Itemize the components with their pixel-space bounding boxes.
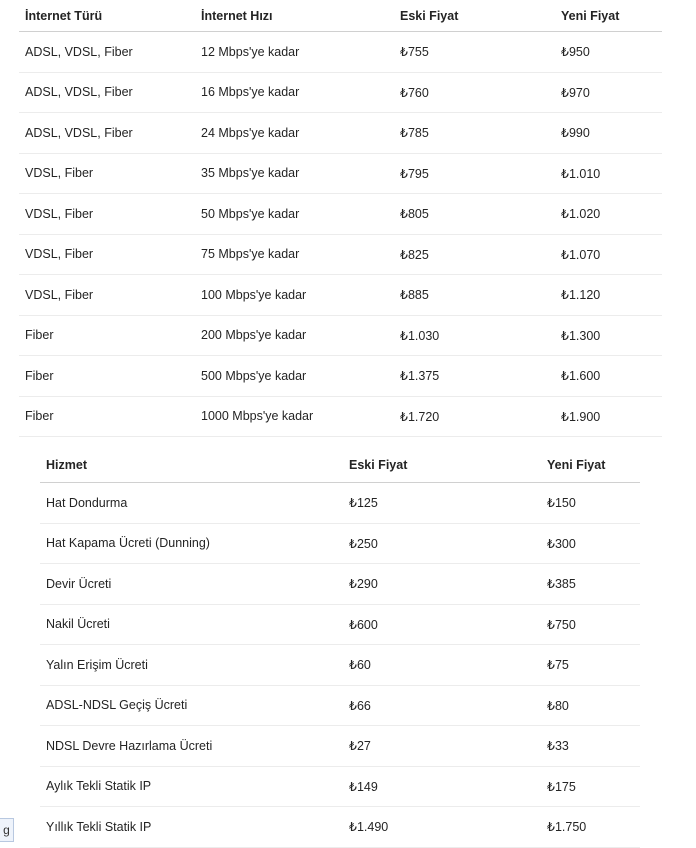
table-row	[40, 564, 640, 605]
header-service: Hizmet	[40, 448, 343, 483]
internet-table-header-row	[19, 0, 662, 32]
cell-service-name: NDSL Devre Hazırlama Ücreti	[40, 726, 343, 767]
cell-service-name: Hat Dondurma	[40, 483, 343, 524]
cell-internet-type: Fiber	[19, 315, 195, 356]
cell-new-price: ₺970	[555, 72, 662, 113]
cell-old-price: ₺825	[394, 234, 555, 275]
cell-new-price: ₺75	[541, 645, 640, 686]
cell-service-name: Hat Kapama Ücreti (Dunning)	[40, 523, 343, 564]
cell-internet-speed: 100 Mbps'ye kadar	[195, 275, 394, 316]
internet-price-table	[19, 0, 662, 437]
cell-old-price: ₺1.375	[394, 356, 555, 397]
cell-old-price: ₺785	[394, 113, 555, 154]
side-tab[interactable]: g	[0, 818, 14, 842]
table-row	[19, 234, 662, 275]
cell-old-price: ₺125	[343, 483, 541, 524]
cell-new-price: ₺990	[555, 113, 662, 154]
cell-internet-type: VDSL, Fiber	[19, 153, 195, 194]
cell-service-name: Nakil Ücreti	[40, 604, 343, 645]
cell-internet-type: Fiber	[19, 356, 195, 397]
cell-old-price: ₺1.030	[394, 315, 555, 356]
cell-old-price: ₺795	[394, 153, 555, 194]
cell-old-price: ₺885	[394, 275, 555, 316]
header-internet-type: İnternet Türü	[19, 0, 195, 32]
cell-old-price: ₺60	[343, 645, 541, 686]
table-row	[40, 766, 640, 807]
cell-old-price: ₺805	[394, 194, 555, 235]
cell-internet-type: VDSL, Fiber	[19, 234, 195, 275]
table-row	[19, 396, 662, 437]
cell-old-price: ₺760	[394, 72, 555, 113]
cell-internet-speed: 35 Mbps'ye kadar	[195, 153, 394, 194]
cell-internet-type: VDSL, Fiber	[19, 194, 195, 235]
cell-new-price: ₺1.010	[555, 153, 662, 194]
cell-internet-speed: 75 Mbps'ye kadar	[195, 234, 394, 275]
cell-new-price: ₺33	[541, 726, 640, 767]
table-row	[19, 356, 662, 397]
cell-new-price: ₺750	[541, 604, 640, 645]
table-row	[40, 726, 640, 767]
cell-old-price: ₺27	[343, 726, 541, 767]
cell-old-price: ₺1.720	[394, 396, 555, 437]
cell-new-price: ₺175	[541, 766, 640, 807]
cell-new-price: ₺950	[555, 32, 662, 73]
service-price-table	[40, 448, 640, 848]
cell-internet-type: ADSL, VDSL, Fiber	[19, 113, 195, 154]
cell-new-price: ₺1.070	[555, 234, 662, 275]
table-row	[40, 807, 640, 848]
table-row	[40, 685, 640, 726]
cell-new-price: ₺80	[541, 685, 640, 726]
cell-new-price: ₺1.900	[555, 396, 662, 437]
cell-old-price: ₺1.490	[343, 807, 541, 848]
cell-old-price: ₺600	[343, 604, 541, 645]
cell-internet-type: ADSL, VDSL, Fiber	[19, 72, 195, 113]
header-old-price: Eski Fiyat	[394, 0, 555, 32]
cell-new-price: ₺150	[541, 483, 640, 524]
cell-new-price: ₺385	[541, 564, 640, 605]
cell-service-name: Aylık Tekli Statik IP	[40, 766, 343, 807]
cell-internet-speed: 1000 Mbps'ye kadar	[195, 396, 394, 437]
cell-service-name: Yıllık Tekli Statik IP	[40, 807, 343, 848]
table-row	[19, 275, 662, 316]
table-row	[19, 315, 662, 356]
table-row	[19, 113, 662, 154]
cell-old-price: ₺66	[343, 685, 541, 726]
cell-new-price: ₺1.120	[555, 275, 662, 316]
table-row	[40, 604, 640, 645]
cell-old-price: ₺149	[343, 766, 541, 807]
table-row	[19, 194, 662, 235]
table-row	[19, 72, 662, 113]
cell-new-price: ₺1.750	[541, 807, 640, 848]
table-row	[40, 483, 640, 524]
cell-internet-speed: 500 Mbps'ye kadar	[195, 356, 394, 397]
header-new-price: Yeni Fiyat	[541, 448, 640, 483]
cell-new-price: ₺300	[541, 523, 640, 564]
service-table-header-row	[40, 448, 640, 483]
cell-internet-type: ADSL, VDSL, Fiber	[19, 32, 195, 73]
cell-new-price: ₺1.300	[555, 315, 662, 356]
cell-old-price: ₺755	[394, 32, 555, 73]
cell-service-name: ADSL-NDSL Geçiş Ücreti	[40, 685, 343, 726]
cell-internet-speed: 200 Mbps'ye kadar	[195, 315, 394, 356]
header-internet-speed: İnternet Hızı	[195, 0, 394, 32]
header-old-price: Eski Fiyat	[343, 448, 541, 483]
cell-service-name: Yalın Erişim Ücreti	[40, 645, 343, 686]
cell-internet-speed: 16 Mbps'ye kadar	[195, 72, 394, 113]
table-row	[40, 523, 640, 564]
cell-internet-speed: 24 Mbps'ye kadar	[195, 113, 394, 154]
cell-internet-speed: 12 Mbps'ye kadar	[195, 32, 394, 73]
cell-new-price: ₺1.020	[555, 194, 662, 235]
header-new-price: Yeni Fiyat	[555, 0, 662, 32]
table-row	[40, 645, 640, 686]
cell-internet-type: Fiber	[19, 396, 195, 437]
cell-old-price: ₺290	[343, 564, 541, 605]
table-row	[19, 153, 662, 194]
cell-service-name: Devir Ücreti	[40, 564, 343, 605]
cell-internet-type: VDSL, Fiber	[19, 275, 195, 316]
cell-old-price: ₺250	[343, 523, 541, 564]
cell-internet-speed: 50 Mbps'ye kadar	[195, 194, 394, 235]
table-row	[19, 32, 662, 73]
cell-new-price: ₺1.600	[555, 356, 662, 397]
